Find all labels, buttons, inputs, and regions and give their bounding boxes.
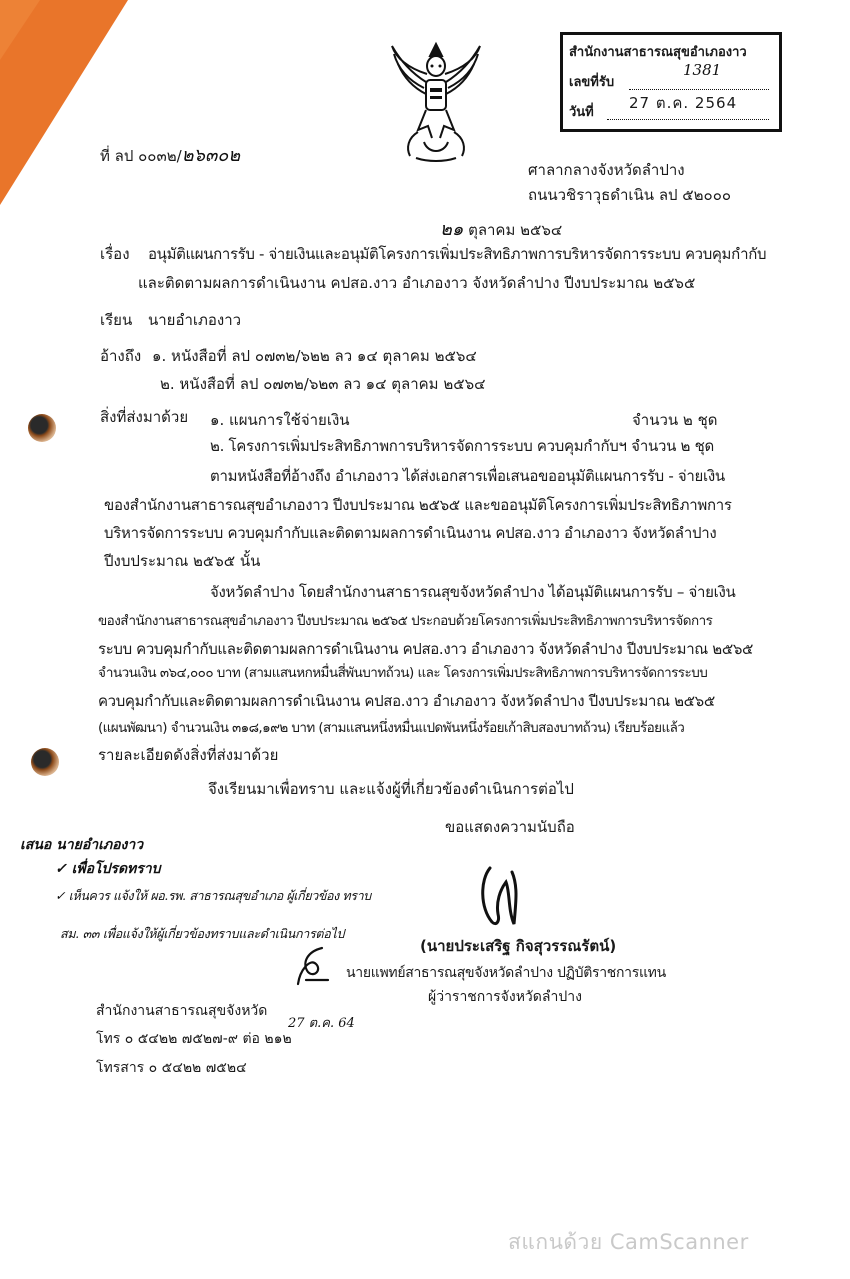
recipient-label: เรียน (100, 311, 133, 329)
date-month-year: ตุลาคม ๒๕๖๔ (468, 221, 563, 239)
document-ref-number (100, 140, 240, 169)
para1-line-3: บริหารจัดการระบบ ควบคุมกำกับและติดตามผลการดำเนินงาน คปสอ.งาว อำเภองาว จังหวัดลำปาง (104, 524, 717, 542)
handwritten-initial-date: 27 ต.ค. 64 (288, 1016, 355, 1031)
para1-line-2: ของสำนักงานสาธารณสุขอำเภองาว ปีงบประมาณ ๒๕๖๕ และขออนุมัติโครงการเพิ่มประสิทธิภาพการ (104, 496, 732, 514)
received-stamp (560, 32, 782, 132)
enclosure-item-1: ๑. แผนการใช้จ่ายเงิน (210, 411, 350, 429)
para2-line-4: จำนวนเงิน ๓๖๔,๐๐๐ บาท (สามแสนหกหมื่นสี่พันบาทถ้วน) และ โครงการเพิ่มประสิทธิภาพการบริหารจัดการระบบ (98, 665, 708, 681)
footer-office: สำนักงานสาธารณสุขจังหวัด (96, 1003, 268, 1019)
orange-paper-corner (0, 0, 150, 210)
footer-fax: โทรสาร ๐ ๕๔๒๒ ๗๕๒๔ (96, 1060, 247, 1076)
punch-hole-bottom (31, 748, 59, 776)
stamp-received-label: เลขที่รับ (569, 75, 615, 90)
para2-line-2: ของสำนักงานสาธารณสุขอำเภองาว ปีงบประมาณ ๒๕๖๕ ประกอบด้วยโครงการเพิ่มประสิทธิภาพการบริหารจัดการ (98, 613, 713, 629)
signature-mark (470, 862, 526, 932)
reference-item-2: ๒. หนังสือที่ ลป ๐๗๓๒/๖๒๓ ลว ๑๔ ตุลาคม ๒๕๖๔ (160, 375, 486, 393)
para2-line-3: ระบบ ควบคุมกำกับและติดตามผลการดำเนินงาน คปสอ.งาว อำเภองาว จังหวัดลำปาง ปีงบประมาณ ๒๕๖๕ (98, 640, 753, 658)
enclosure-item-2: ๒. โครงการเพิ่มประสิทธิภาพการบริหารจัดการระบบ ควบคุมกำกับฯ จำนวน ๒ ชุด (210, 437, 714, 455)
para2-line-1: จังหวัดลำปาง โดยสำนักงานสาธารณสุขจังหวัดลำปาง ได้อนุมัติแผนการรับ – จ่ายเงิน (210, 583, 736, 601)
signer-title-1: นายแพทย์สาธารณสุขจังหวัดลำปาง ปฏิบัติราชการแทน (346, 965, 666, 981)
para2-line-5: ควบคุมกำกับและติดตามผลการดำเนินงาน คปสอ.งาว อำเภองาว จังหวัดลำปาง ปีงบประมาณ ๒๕๖๕ (98, 692, 715, 710)
recipient-name: นายอำเภองาว (148, 311, 242, 329)
stamp-date-value: 27 ต.ค. 2564 (629, 94, 738, 112)
garuda-emblem-icon (388, 38, 484, 164)
subject-label: เรื่อง (100, 245, 130, 263)
para2-line-6: (แผนพัฒนา) จำนวนเงิน ๓๑๘,๑๙๒ บาท (สามแสนหนึ่งหมื่นแปดพันหนึ่งร้อยเก้าสิบสองบาทถ้วน) เรียบร้อยแล้ว (98, 720, 685, 736)
closing-salutation: ขอแสดงความนับถือ (445, 818, 575, 836)
subject-line-1: อนุมัติแผนการรับ - จ่ายเงินและอนุมัติโครงการเพิ่มประสิทธิภาพการบริหารจัดการระบบ ควบคุมกำกับ (148, 245, 767, 263)
enclosure-item-1-qty: จำนวน ๒ ชุด (632, 411, 718, 429)
stamp-date-label: วันที่ (569, 105, 594, 120)
stamp-office: สำนักงานสาธารณสุขอำเภองาว (569, 45, 747, 60)
footer-tel: โทร ๐ ๕๔๒๒ ๗๕๒๗-๙ ต่อ ๒๑๒ (96, 1031, 292, 1047)
camscanner-watermark: สแกนด้วย CamScanner (508, 1230, 749, 1254)
sender-office: ศาลากลางจังหวัดลำปาง (528, 161, 685, 179)
ref-number-handwritten: ๒๖๓๐๒ (181, 145, 241, 166)
para1-line-1: ตามหนังสือที่อ้างถึง อำเภองาว ได้ส่งเอกสารเพื่อเสนอขออนุมัติแผนการรับ - จ่ายเงิน (210, 467, 725, 485)
ref-number-print: ที่ ลป ๐๐๓๒/ (100, 147, 182, 165)
letter-date (440, 214, 562, 243)
para3-line: จึงเรียนมาเพื่อทราบ และแจ้งผู้ที่เกี่ยวข้องดำเนินการต่อไป (208, 780, 574, 798)
signer-title-2: ผู้ว่าราชการจังหวัดลำปาง (428, 989, 582, 1005)
stamp-received-number: 1381 (683, 61, 722, 79)
subject-line-2: และติดตามผลการดำเนินงาน คปสอ.งาว อำเภองาว จังหวัดลำปาง ปีงบประมาณ ๒๕๖๕ (138, 274, 696, 292)
punch-hole-top (28, 414, 56, 442)
handwritten-note-line-1: ✓ เพื่อโปรดทราบ (55, 861, 161, 877)
date-day-handwritten: ๒๑ (440, 219, 464, 240)
para2-line-7: รายละเอียดดังสิ่งที่ส่งมาด้วย (98, 746, 279, 764)
handwritten-initial-mark (292, 944, 332, 990)
handwritten-note-line-0: เสนอ นายอำเภองาว (20, 837, 144, 853)
reference-item-1: ๑. หนังสือที่ ลป ๐๗๓๒/๖๒๒ ลว ๑๔ ตุลาคม ๒๕๖๔ (152, 347, 477, 365)
handwritten-note-line-3: สม. ๓๓ เพื่อแจ้งให้ผู้เกี่ยวข้องทราบและดำเนินการต่อไป (60, 926, 345, 941)
references-label: อ้างถึง (100, 347, 142, 365)
sender-address: ถนนวชิราวุธดำเนิน ลป ๕๒๐๐๐ (528, 186, 732, 204)
enclosures-label: สิ่งที่ส่งมาด้วย (100, 408, 189, 426)
signer-name: (นายประเสริฐ กิจสุวรรณรัตน์) (420, 937, 617, 955)
handwritten-note-line-2: ✓ เห็นควร แจ้งให้ ผอ.รพ. สาธารณสุขอำเภอ ผู้เกี่ยวข้อง ทราบ (55, 888, 371, 903)
stamp-received-dotline (629, 89, 769, 90)
para1-line-4: ปีงบประมาณ ๒๕๖๕ นั้น (104, 552, 261, 570)
stamp-date-dotline (607, 119, 769, 120)
